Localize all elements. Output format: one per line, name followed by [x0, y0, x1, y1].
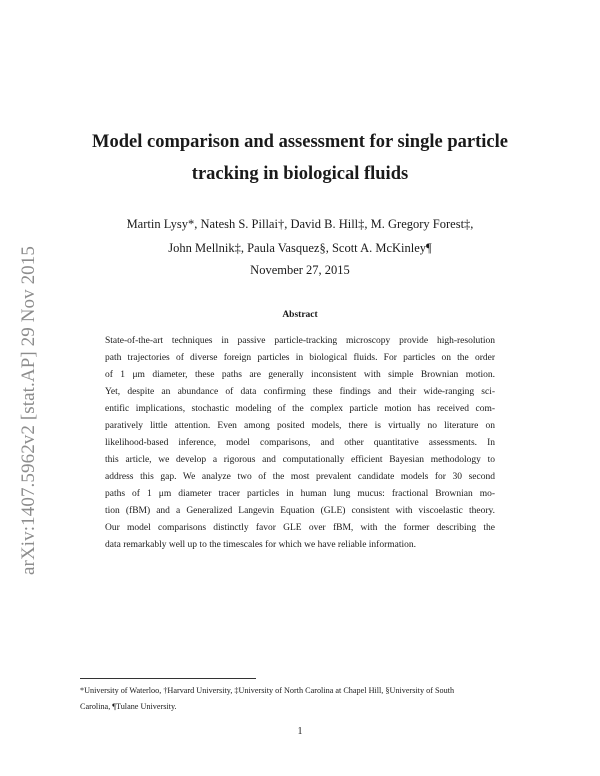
footnote-line-1: *University of Waterloo, †Harvard University, ‡University of North Carolina at Chapel Hill, §University of South	[80, 686, 455, 695]
abstract-line: data remarkably well up to the timescales for which we have reliable information.	[105, 540, 417, 550]
affiliation-footnotes	[80, 683, 520, 715]
abstract-heading: Abstract	[282, 310, 318, 320]
authors-line-2: John Mellnik‡, Paula Vasquez§, Scott A. McKinley¶	[168, 241, 432, 255]
arxiv-identifier: arXiv:1407.5962v2 [stat.AP] 29 Nov 2015	[18, 246, 39, 575]
abstract-line: likelihood-based inference, model comparisons, and other quantitative assessments. In	[105, 438, 495, 448]
abstract-line: address this gap. We analyze two of the most prevalent candidate models for 30 second	[105, 472, 495, 482]
abstract-line: path trajectories of diverse foreign particles in biological fluids. For particles on the order	[105, 353, 495, 363]
abstract-body	[105, 333, 495, 554]
abstract-line: entific implications, stochastic modeling of the complex particle motion has received com-	[105, 404, 495, 414]
footnote-line-2: Carolina, ¶Tulane University.	[80, 702, 177, 711]
abstract-line: paratively little attention. Even among posited models, there is virtually no literature on	[105, 421, 495, 431]
title-line-2: tracking in biological fluids	[191, 164, 409, 184]
abstract-line: Yet, despite an abundance of data confirming these findings and their wide-ranging sci-	[105, 387, 495, 397]
authors-line-1: Martin Lysy*, Natesh S. Pillai†, David B. Hill‡, M. Gregory Forest‡,	[126, 217, 474, 231]
abstract-line: Our model comparisons distinctly favor GLE over fBM, with the former describing the	[105, 523, 495, 533]
page-number: 1	[297, 726, 303, 737]
abstract-line: tion (fBM) and a Generalized Langevin Equation (GLE) consistent with viscoelastic theory.	[105, 506, 495, 516]
paper-date: November 27, 2015	[250, 263, 350, 277]
paper-title	[60, 126, 540, 190]
title-line-1: Model comparison and assessment for single particle	[92, 132, 508, 152]
abstract-line: paths of 1 μm diameter tracer particles in human lung mucus: fractional Brownian mo-	[105, 489, 495, 499]
abstract-line: State-of-the-art techniques in passive particle-tracking microscopy provide high-resolution	[105, 336, 495, 346]
abstract-line: of 1 μm diameter, these paths are generally inconsistent with simple Brownian motion.	[105, 370, 495, 380]
author-list	[60, 212, 540, 260]
abstract-line: this article, we develop a rigorous and computationally efficient Bayesian methodology to	[105, 455, 495, 465]
footnote-divider	[80, 678, 256, 679]
